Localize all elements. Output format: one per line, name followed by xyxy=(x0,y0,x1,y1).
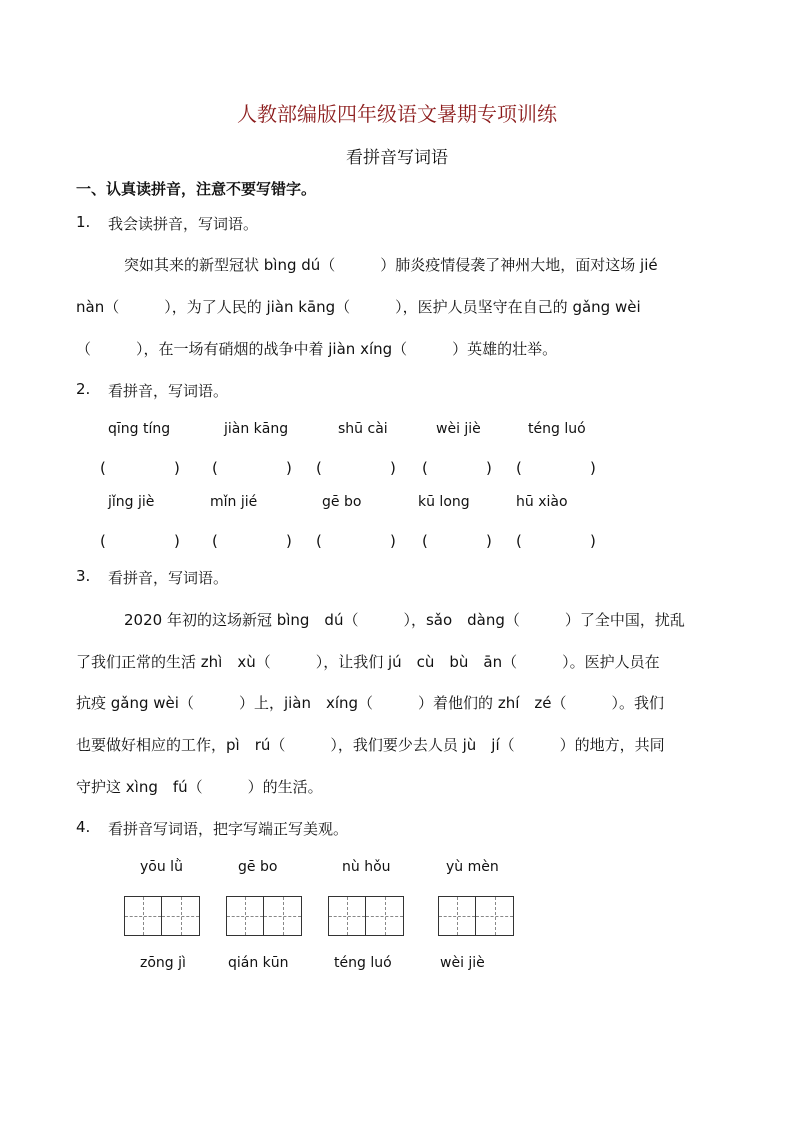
answer-blank-close: ) xyxy=(590,532,596,550)
q3-line-3: 抗疫 gǎng wèi（ ）上，jiàn xíng（ ）着他们的 zhí zé（ ）。我们 xyxy=(76,694,664,712)
q4-pinyin: nù hǒu xyxy=(342,859,391,875)
q2-pinyin: jǐng jiè xyxy=(108,494,155,510)
answer-blank-open[interactable]: ( xyxy=(100,459,106,477)
q4-pinyin: téng luó xyxy=(334,955,392,971)
answer-blank-open[interactable]: ( xyxy=(212,532,218,550)
answer-blank-open[interactable]: ( xyxy=(516,459,522,477)
q1-prompt: 我会读拼音，写词语。 xyxy=(108,215,259,233)
answer-blank-open[interactable]: ( xyxy=(212,459,218,477)
q1-number: 1. xyxy=(76,213,91,231)
answer-blank-close: ) xyxy=(174,532,180,550)
writing-grid[interactable] xyxy=(124,896,200,936)
q1-line-2: nàn（ ），为了人民的 jiàn kāng（ ），医护人员坚守在自己的 gǎng wèi xyxy=(76,298,641,316)
q3-line-1: 2020 年初的这场新冠 bìng dú（ ），sǎo dàng（ ）了全中国，扰乱 xyxy=(124,611,685,629)
q2-pinyin: jiàn kāng xyxy=(224,421,289,437)
answer-blank-open[interactable]: ( xyxy=(422,532,428,550)
q2-prompt: 看拼音，写词语。 xyxy=(108,382,229,400)
answer-blank-close: ) xyxy=(486,459,492,477)
answer-blank-close: ) xyxy=(486,532,492,550)
answer-blank-close: ) xyxy=(390,532,396,550)
writing-cell[interactable] xyxy=(124,896,162,936)
writing-cell[interactable] xyxy=(226,896,264,936)
writing-grid[interactable] xyxy=(328,896,404,936)
answer-blank-open[interactable]: ( xyxy=(422,459,428,477)
writing-cell[interactable] xyxy=(328,896,366,936)
writing-grid[interactable] xyxy=(438,896,514,936)
q3-line-2: 了我们正常的生活 zhì xù（ ），让我们 jú cù bù ān（ ）。医护人员在 xyxy=(76,653,660,671)
q1-line-1: 突如其来的新型冠状 bìng dú（ ）肺炎疫情侵袭了神州大地，面对这场 jié xyxy=(124,256,658,274)
answer-blank-close: ) xyxy=(286,532,292,550)
answer-blank-open[interactable]: ( xyxy=(316,459,322,477)
q3-line-4: 也要做好相应的工作，pì rú（ ），我们要少去人员 jù jí（ ）的地方，共同 xyxy=(76,736,665,754)
q2-pinyin: kū long xyxy=(418,494,470,510)
q2-pinyin: shū cài xyxy=(338,421,388,437)
q2-pinyin: téng luó xyxy=(528,421,586,437)
answer-blank-open[interactable]: ( xyxy=(516,532,522,550)
q3-prompt: 看拼音，写词语。 xyxy=(108,569,229,587)
q4-prompt: 看拼音写词语，把字写端正写美观。 xyxy=(108,820,349,838)
answer-blank-close: ) xyxy=(390,459,396,477)
q4-pinyin: yōu lǜ xyxy=(140,859,183,875)
answer-blank-close: ) xyxy=(590,459,596,477)
writing-cell[interactable] xyxy=(476,896,514,936)
writing-cell[interactable] xyxy=(264,896,302,936)
q4-pinyin: qián kūn xyxy=(228,955,289,971)
q3-line-5: 守护这 xìng fú（ ）的生活。 xyxy=(76,778,323,796)
writing-cell[interactable] xyxy=(366,896,404,936)
q2-pinyin: gē bo xyxy=(322,494,362,510)
q4-number: 4. xyxy=(76,818,91,836)
writing-cell[interactable] xyxy=(438,896,476,936)
page-title: 人教部编版四年级语文暑期专项训练 xyxy=(237,102,557,126)
answer-blank-open[interactable]: ( xyxy=(100,532,106,550)
q4-pinyin: zōng jì xyxy=(140,955,186,971)
q1-line-3: （ ），在一场有硝烟的战争中着 jiàn xíng（ ）英雄的壮举。 xyxy=(76,340,558,358)
q2-pinyin: hū xiào xyxy=(516,494,568,510)
q4-pinyin: wèi jiè xyxy=(440,955,485,971)
answer-blank-open[interactable]: ( xyxy=(316,532,322,550)
section-heading: 一、认真读拼音，注意不要写错字。 xyxy=(76,180,317,198)
q4-pinyin: yù mèn xyxy=(446,859,499,875)
writing-grid[interactable] xyxy=(226,896,302,936)
q4-pinyin: gē bo xyxy=(238,859,278,875)
writing-cell[interactable] xyxy=(162,896,200,936)
q2-number: 2. xyxy=(76,380,91,398)
q2-pinyin: qīng tíng xyxy=(108,421,171,437)
q2-pinyin: wèi jiè xyxy=(436,421,481,437)
q2-pinyin: mǐn jié xyxy=(210,494,258,510)
q3-number: 3. xyxy=(76,567,91,585)
answer-blank-close: ) xyxy=(174,459,180,477)
page-subtitle: 看拼音写词语 xyxy=(346,148,448,168)
answer-blank-close: ) xyxy=(286,459,292,477)
